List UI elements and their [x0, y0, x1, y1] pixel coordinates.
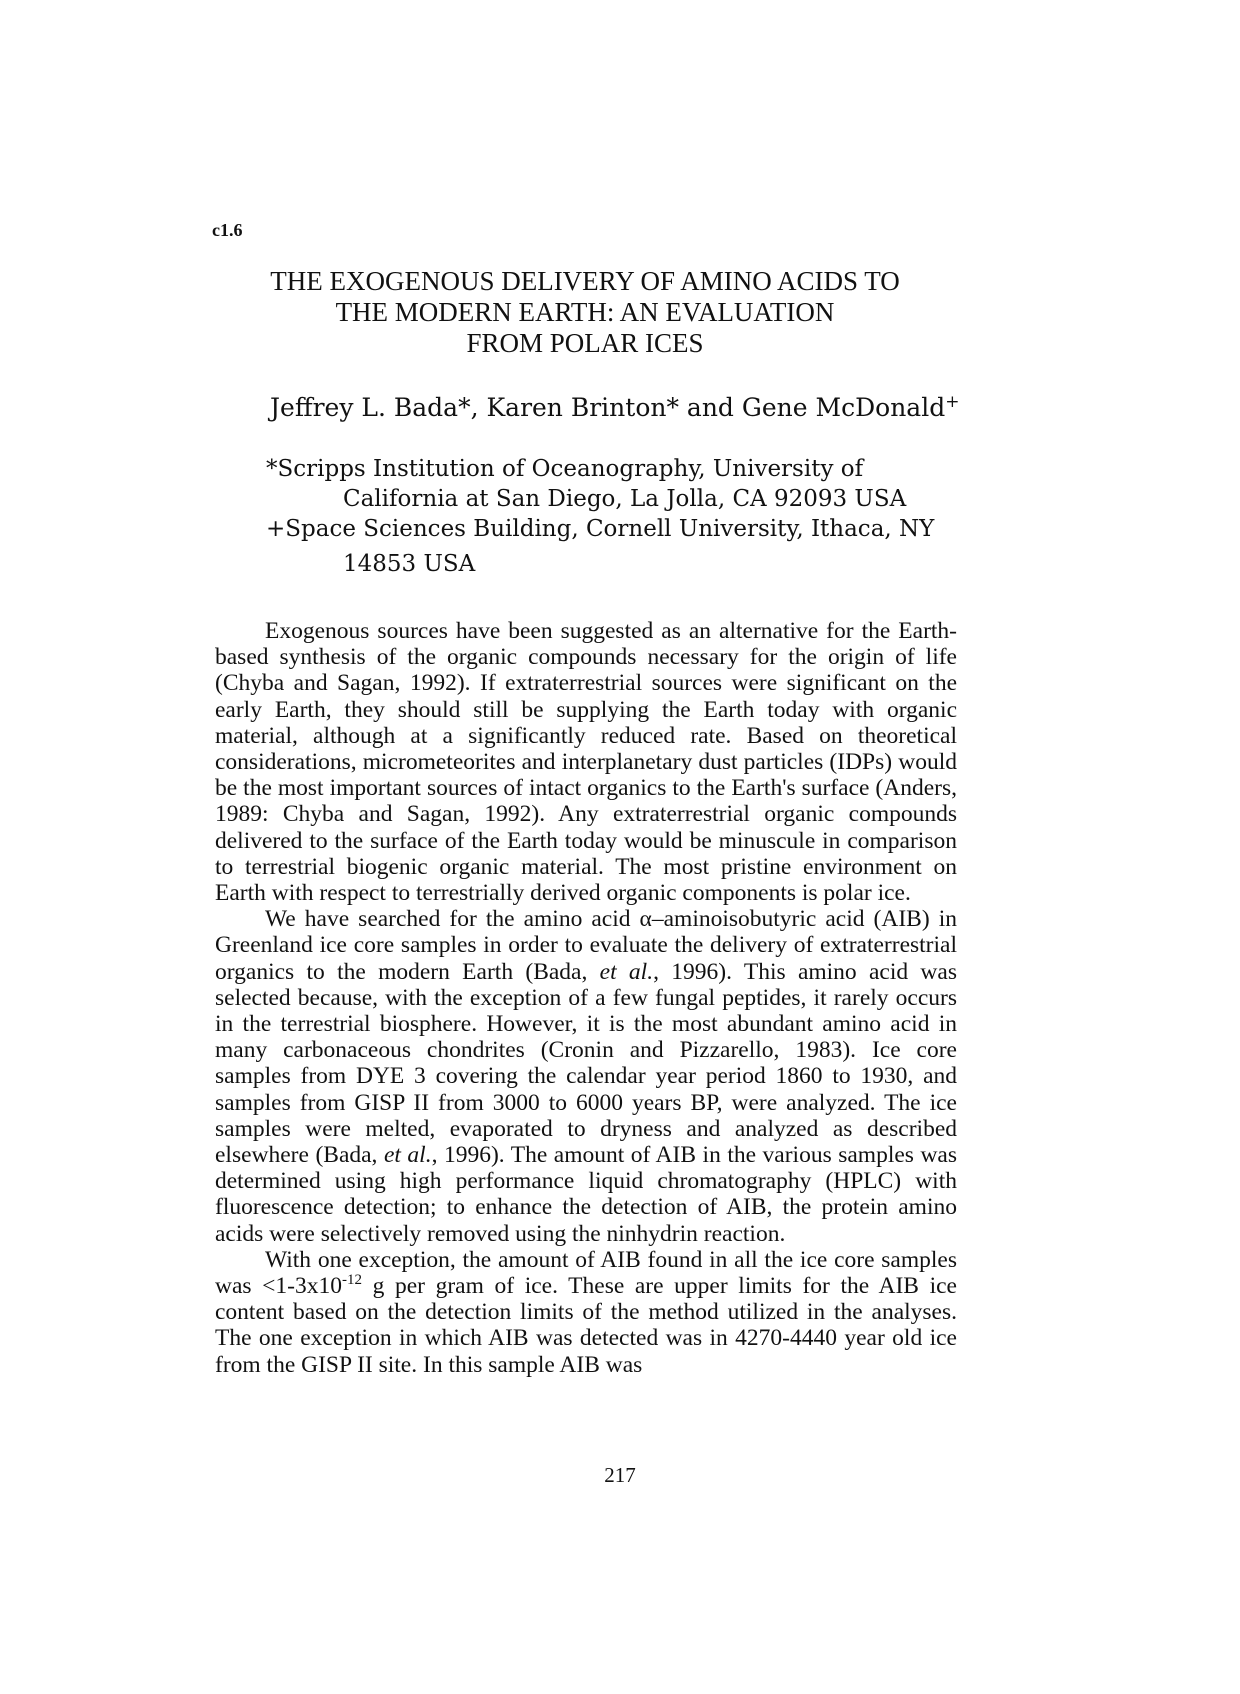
title-line-3: FROM POLAR ICES [466, 328, 704, 358]
paragraph-text: We have searched for the amino acid α–aminoisobutyric acid (AIB) in Greenland ice core samples in order to evaluate the delivery of extraterrestrial organics to the modern Earth (Bada, [215, 906, 957, 985]
affiliation-mark: * [458, 393, 471, 422]
body-text [215, 618, 957, 1378]
citation-et-al: et al. [383, 1142, 432, 1169]
paragraph-text: With one exception, the amount of AIB found in all the ice core samples was <1-3x10 [215, 1246, 957, 1300]
author-list [270, 393, 959, 422]
paragraph-2 [215, 906, 957, 1247]
paragraph-1: Exogenous sources have been suggested as an alternative for the Earth-based synthesis of the organic compounds necessary for the origin of life (Chyba and Sagan, 1992). If extraterrestrial sources were significant on the early Earth, they should still be supplying the Earth today with organic material, although at a significantly reduced rate. Based on theoretical considerations, micrometeorites and interplanetary dust particles (IDPs) would be the most important sources of intact organics to the Earth's surface (Anders, 1989: Chyba and Sagan, 1992). Any extraterrestrial organic compounds delivered to the surface of the Earth today would be minuscule in comparison to terrestrial biogenic organic material. The most pristine environment on Earth with respect to terrestrially derived organic components is polar ice. [215, 618, 957, 907]
citation-et-al: et al. [599, 958, 654, 985]
author-name: Karen Brinton [486, 393, 667, 422]
paragraph-3 [215, 1247, 957, 1378]
exponent: -12 [342, 1272, 362, 1289]
paragraph-text: , 1996). This amino acid was selected because, with the exception of a few fungal peptides, it rarely occurs in the terrestrial biosphere. However, it is the most abundant amino acid in many carbonaceous chondrites (Cronin and Pizzarello, 1983). Ice core samples from DYE 3 covering the calendar year period 1860 to 1930, and samples from GISP II from 3000 to 6000 years BP, were analyzed. The ice samples were melted, evaporated to dryness and analyzed as described elsewhere (Bada, [215, 958, 957, 1169]
affiliation-mark: + [945, 392, 960, 412]
paper-title [215, 266, 955, 359]
affiliation-2-line-1: +Space Sciences Building, Cornell University, Ithaca, NY [266, 516, 935, 542]
paragraph-text: , 1996). The amount of AIB in the various samples was determined using high performance liquid chromatography (HPLC) with fluorescence detection; to enhance the detection of AIB, the protein amino acids were selectively removed using the ninhydrin reaction. [215, 1142, 957, 1247]
paragraph-text: g per gram of ice. These are upper limits for the AIB ice content based on the detection limits of the method utilized in the analyses. The one exception in which AIB was detected was in 4270-4440 year old ice from the GISP II site. In this sample AIB was [215, 1273, 957, 1378]
affiliation-1-line-2: California at San Diego, La Jolla, CA 92093 USA [343, 486, 907, 512]
section-code: c1.6 [212, 220, 243, 240]
author-name: Gene McDonald [741, 393, 946, 422]
affiliation-2-line-2: 14853 USA [343, 551, 476, 577]
author-separator: and [678, 393, 742, 422]
title-line-1: THE EXOGENOUS DELIVERY OF AMINO ACIDS TO [270, 266, 900, 296]
affiliation-1-line-1: *Scripps Institution of Oceanography, University of [266, 456, 864, 482]
author-separator: , [470, 393, 487, 422]
author-name: Jeffrey L. Bada [270, 393, 459, 422]
affiliation-mark: * [666, 393, 679, 422]
page-number: 217 [604, 1463, 636, 1487]
title-line-2: THE MODERN EARTH: AN EVALUATION [335, 297, 835, 327]
